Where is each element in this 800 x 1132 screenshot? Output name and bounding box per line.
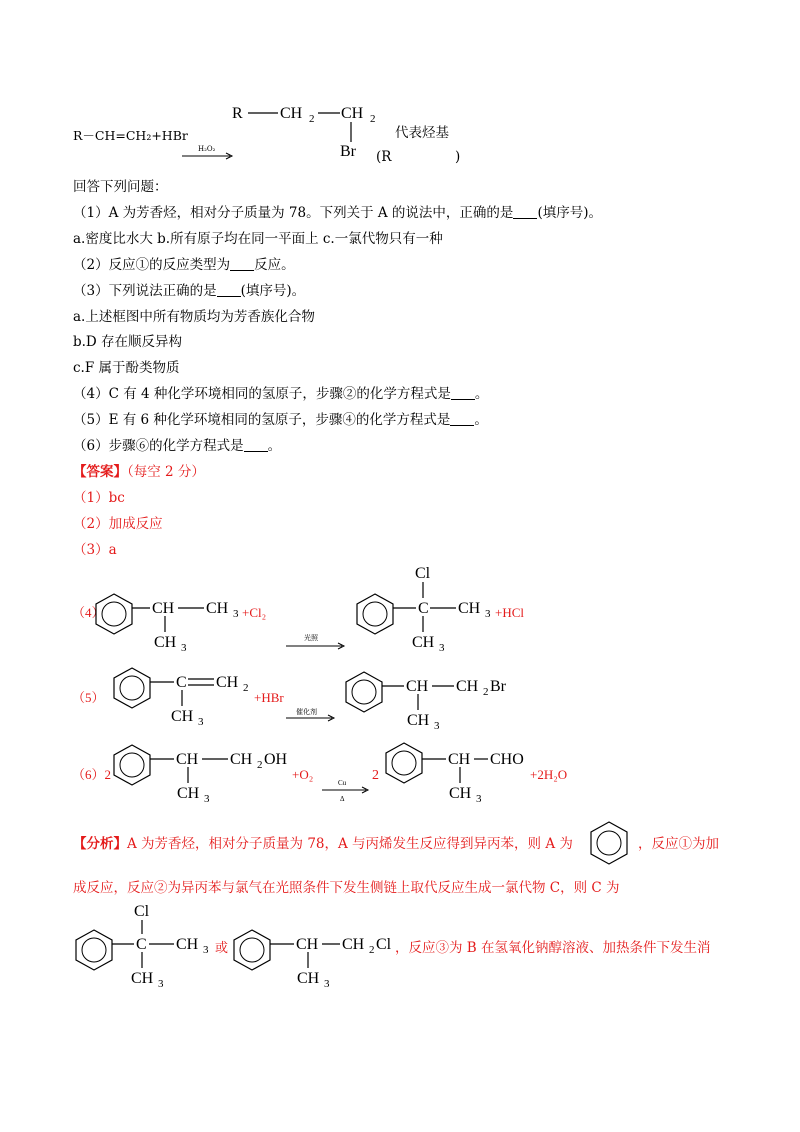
analysis-line-1: 【分析】A 为芳香烃，相对分子质量为 78，A 与丙烯发生反应得到异丙苯，则 A 为: [73, 836, 573, 852]
benzene-ring-icon: [346, 672, 382, 712]
question-2: （2）反应①的反应类型为 反应。: [73, 257, 295, 273]
analysis-line-1-tail: ，反应①为加: [638, 836, 719, 852]
svg-text:CH: CH: [171, 708, 194, 725]
svg-text:3: 3: [198, 716, 204, 728]
svg-text:CH: CH: [177, 785, 200, 802]
question-4: （4）C 有 4 种化学环境相同的氢原子，步骤②的化学方程式是 。: [73, 386, 489, 402]
header-product-structure: [230, 96, 376, 166]
benzene-ring-icon: [76, 930, 112, 970]
svg-text:+HCl: +HCl: [495, 605, 525, 620]
svg-text:（6）2: （6）2: [72, 767, 112, 782]
svg-text:+Cl₂: +Cl₂: [242, 605, 267, 620]
svg-text:（5）: （5）: [72, 690, 105, 705]
benzene-ring-icon: [114, 668, 150, 708]
svg-text:2: 2: [257, 759, 263, 771]
svg-text:2: 2: [369, 944, 375, 956]
answer-blank: [513, 206, 537, 219]
svg-text:Cl: Cl: [376, 936, 392, 953]
header-condition: H₂O₂: [198, 145, 216, 153]
svg-text:光照: 光照: [304, 634, 318, 642]
svg-text:2: 2: [372, 768, 379, 783]
svg-text:3: 3: [204, 793, 210, 805]
header-note-open: (R: [376, 149, 392, 165]
question-6: （6）步骤⑥的化学方程式是 。: [73, 438, 282, 454]
svg-text:CH: CH: [448, 751, 471, 768]
svg-text:C: C: [418, 600, 429, 617]
svg-text:CH: CH: [456, 678, 479, 695]
svg-text:+2H₂O: +2H₂O: [530, 767, 568, 782]
question-3-option-b: b.D 存在顺反异构: [73, 334, 183, 350]
answer-1: （1）bc: [73, 490, 125, 506]
svg-text:CH: CH: [176, 751, 199, 768]
benzene-ring-icon: [587, 818, 631, 870]
svg-text:CH: CH: [216, 674, 239, 691]
answer-3: （3）a: [73, 542, 117, 558]
answer-4-equation: [70, 560, 750, 660]
svg-text:3: 3: [324, 978, 330, 990]
svg-text:CH: CH: [406, 678, 429, 695]
svg-text:CH: CH: [206, 600, 229, 617]
svg-text:3: 3: [485, 608, 491, 620]
analysis-line-2: 成反应，反应②为异丙苯与氯气在光照条件下发生侧链上取代反应生成一氯代物 C，则 C 为: [73, 880, 620, 896]
svg-text:+HBr: +HBr: [254, 690, 284, 705]
question-5: （5）E 有 6 种化学环境相同的氢原子，步骤④的化学方程式是 。: [73, 412, 488, 428]
svg-text:OH: OH: [264, 751, 288, 768]
svg-text:Cu: Cu: [338, 779, 347, 787]
svg-text:3: 3: [434, 720, 440, 732]
svg-text:CH: CH: [131, 970, 154, 987]
svg-text:2: 2: [309, 113, 315, 125]
svg-text:C: C: [136, 936, 147, 953]
header-product-ch2a: CH: [280, 105, 303, 122]
svg-text:CH: CH: [230, 751, 253, 768]
svg-text:Δ: Δ: [340, 795, 345, 803]
svg-text:CH: CH: [152, 600, 175, 617]
svg-text:CH: CH: [176, 936, 199, 953]
question-1-options: a.密度比水大 b.所有原子均在同一平面上 c.一氯代物只有一种: [73, 231, 443, 247]
svg-text:2: 2: [243, 682, 249, 694]
svg-text:Cl: Cl: [415, 565, 431, 582]
svg-text:3: 3: [181, 642, 187, 654]
svg-text:3: 3: [476, 793, 482, 805]
svg-text:C: C: [176, 674, 187, 691]
svg-text:3: 3: [439, 642, 445, 654]
question-3-option-a: a.上述框图中所有物质均为芳香族化合物: [73, 309, 315, 325]
svg-text:3: 3: [158, 978, 164, 990]
benzene-ring-icon: [234, 930, 270, 970]
svg-text:CH: CH: [412, 634, 435, 651]
answer-2: （2）加成反应: [73, 516, 163, 532]
questions-intro: 回答下列问题：: [73, 179, 168, 195]
answer-6-equation: [70, 735, 770, 810]
svg-text:2: 2: [370, 113, 376, 125]
header-note-close: ): [455, 149, 461, 165]
svg-text:（4）: （4）: [72, 605, 105, 620]
header-product-R: R: [232, 105, 243, 122]
header-product-ch2b: CH: [341, 105, 364, 122]
svg-text:CH: CH: [154, 634, 177, 651]
svg-text:催化剂: 催化剂: [296, 708, 317, 716]
answer-blank: [244, 439, 268, 452]
svg-text:CH: CH: [297, 970, 320, 987]
svg-text:3: 3: [203, 944, 209, 956]
question-3: （3）下列说法正确的是 (填序号)。: [73, 283, 306, 299]
header-reactant: R－CH=CH₂+HBr: [73, 128, 188, 143]
svg-text:CHO: CHO: [490, 751, 524, 768]
question-1: （1）A 为芳香烃，相对分子质量为 78。下列关于 A 的说法中，正确的是 (填序号)。: [73, 205, 602, 221]
svg-text:CH: CH: [296, 936, 319, 953]
svg-text:或: 或: [215, 940, 229, 955]
benzene-ring-icon: [114, 745, 150, 785]
header-product-Br: Br: [340, 143, 356, 160]
answer-blank: [451, 387, 475, 400]
question-3-option-c: c.F 属于酚类物质: [73, 360, 180, 376]
answer-5-equation: [70, 660, 750, 730]
header-note: 代表烃基: [395, 125, 449, 141]
header-arrow: [182, 152, 234, 160]
svg-text:CH: CH: [342, 936, 365, 953]
svg-text:CH: CH: [449, 785, 472, 802]
answer-blank: [217, 284, 241, 297]
svg-text:Br: Br: [490, 678, 506, 695]
svg-text:3: 3: [233, 608, 239, 620]
svg-text:+O₂: +O₂: [292, 767, 314, 782]
svg-text:CH: CH: [407, 712, 430, 729]
analysis-line-3-tail: ，反应③为 B 在氢氧化钠醇溶液、加热条件下发生消: [395, 940, 711, 956]
answer-blank: [450, 413, 474, 426]
svg-text:Cl: Cl: [134, 903, 150, 920]
answer-blank: [230, 258, 254, 271]
benzene-ring-icon: [386, 743, 422, 783]
benzene-ring-icon: [357, 594, 393, 634]
answer-heading: 【答案】（每空 2 分）: [73, 464, 205, 480]
svg-text:CH: CH: [458, 600, 481, 617]
svg-text:2: 2: [483, 686, 489, 698]
